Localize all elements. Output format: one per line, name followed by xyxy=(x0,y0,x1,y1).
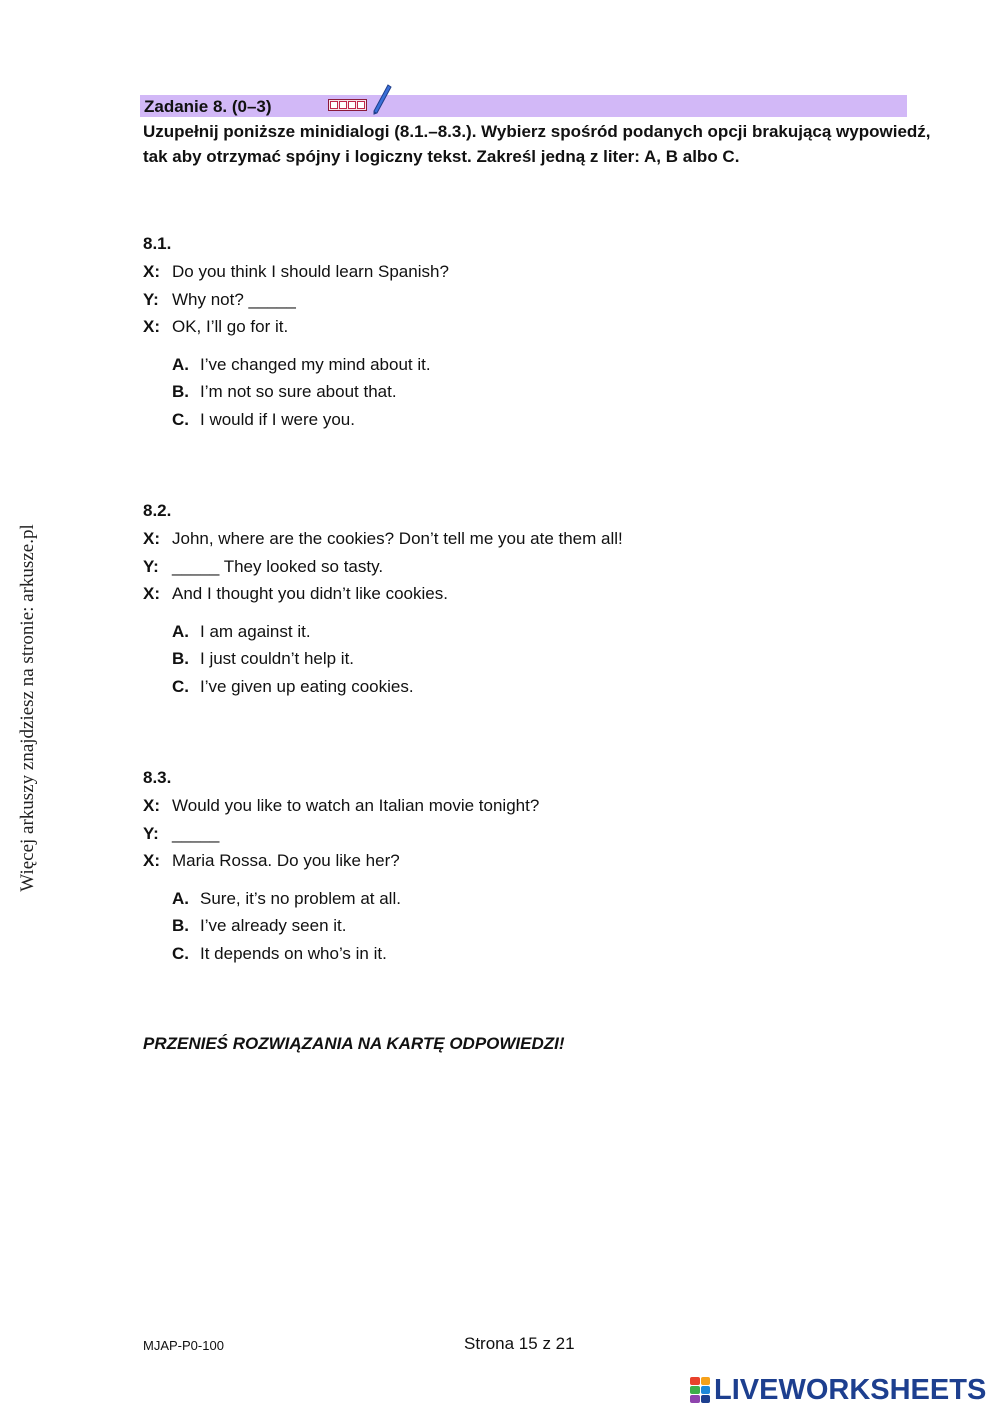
question-number: 8.3. xyxy=(143,768,172,787)
answer-option[interactable] xyxy=(172,885,843,913)
option-text: It depends on who’s in it. xyxy=(200,943,387,963)
speaker-label: X: xyxy=(143,796,160,815)
answer-option[interactable] xyxy=(172,406,843,434)
answer-options xyxy=(143,885,843,968)
option-letter[interactable]: C. xyxy=(172,676,189,696)
speaker-label: X: xyxy=(143,262,160,281)
option-text: I am against it. xyxy=(200,621,311,641)
liveworksheets-logo-text: LIVEWORKSHEETS xyxy=(714,1373,987,1406)
speaker-label: X: xyxy=(143,529,160,548)
question-section xyxy=(143,764,843,967)
dialogue-text: And I thought you didn’t like cookies. xyxy=(172,584,448,603)
answer-option[interactable] xyxy=(172,378,843,406)
dialogue-text: _____ xyxy=(172,823,220,843)
side-watermark-text: Więcej arkuszy znajdziesz na stronie: arkusze.pl xyxy=(17,524,38,892)
speaker-label: X: xyxy=(143,584,160,603)
answer-options xyxy=(143,618,843,701)
dialogue-line xyxy=(143,820,843,848)
option-letter[interactable]: C. xyxy=(172,409,189,429)
question-section xyxy=(143,230,843,433)
dialogue-line xyxy=(143,525,843,553)
page-number: Strona 15 z 21 xyxy=(464,1334,575,1353)
dialogue-line xyxy=(143,286,843,314)
dialogue-text: Maria Rossa. Do you like her? xyxy=(172,851,400,870)
option-text: I’ve changed my mind about it. xyxy=(200,354,431,374)
question-number: 8.1. xyxy=(143,234,172,253)
speaker-label: X: xyxy=(143,851,160,870)
task-instruction: Uzupełnij poniższe minidialogi (8.1.–8.3.). Wybierz spośród podanych opcji brakującą wypowiedź, tak aby otrzymać spójny i logiczny tekst. Zakreśl jedną z liter: A, B albo C. xyxy=(143,122,931,166)
speaker-label: Y: xyxy=(143,556,159,576)
option-text: Sure, it’s no problem at all. xyxy=(200,888,401,908)
option-letter[interactable]: A. xyxy=(172,621,189,641)
task-header-bar xyxy=(140,95,907,117)
answer-option[interactable] xyxy=(172,645,843,673)
answer-option[interactable] xyxy=(172,940,843,968)
option-letter[interactable]: B. xyxy=(172,649,189,668)
question-number: 8.2. xyxy=(143,501,172,520)
answer-option[interactable] xyxy=(172,618,843,646)
option-text: I’ve given up eating cookies. xyxy=(200,676,414,696)
dialogue-line xyxy=(143,847,843,875)
dialogue-line xyxy=(143,580,843,608)
answer-option[interactable] xyxy=(172,912,843,940)
speaker-label: X: xyxy=(143,317,160,336)
dialogue-line xyxy=(143,313,843,341)
task-title: Zadanie 8. (0–3) xyxy=(144,97,272,116)
dialogue-line xyxy=(143,258,843,286)
option-letter[interactable]: B. xyxy=(172,382,189,401)
liveworksheets-logo xyxy=(690,1374,986,1406)
exam-code: MJAP-P0-100 xyxy=(143,1338,224,1353)
liveworksheets-logo-icon xyxy=(690,1377,710,1403)
speaker-label: Y: xyxy=(143,289,159,309)
option-text: I’m not so sure about that. xyxy=(200,382,397,401)
answer-option[interactable] xyxy=(172,351,843,379)
dialogue-text: Why not? _____ xyxy=(172,289,296,309)
dialogue-text: John, where are the cookies? Don’t tell me you ate them all! xyxy=(172,529,623,548)
score-boxes-icon xyxy=(328,99,367,111)
option-letter[interactable]: B. xyxy=(172,916,189,935)
dialogue-line xyxy=(143,792,843,820)
option-text: I would if I were you. xyxy=(200,409,355,429)
dialogue-text: OK, I’ll go for it. xyxy=(172,317,289,336)
option-letter[interactable]: A. xyxy=(172,888,189,908)
dialogue-text: _____ They looked so tasty. xyxy=(172,556,384,576)
answer-options xyxy=(143,351,843,434)
pen-icon xyxy=(372,83,392,117)
option-letter[interactable]: C. xyxy=(172,943,189,963)
option-letter[interactable]: A. xyxy=(172,354,189,374)
dialogue-text: Do you think I should learn Spanish? xyxy=(172,262,449,281)
option-text: I’ve already seen it. xyxy=(200,916,347,935)
speaker-label: Y: xyxy=(143,823,159,843)
answer-option[interactable] xyxy=(172,673,843,701)
transfer-answers-note: PRZENIEŚ ROZWIĄZANIA NA KARTĘ ODPOWIEDZI! xyxy=(143,1034,565,1053)
dialogue-text: Would you like to watch an Italian movie tonight? xyxy=(172,796,540,815)
question-section xyxy=(143,497,843,700)
dialogue-line xyxy=(143,553,843,581)
option-text: I just couldn’t help it. xyxy=(200,649,355,668)
